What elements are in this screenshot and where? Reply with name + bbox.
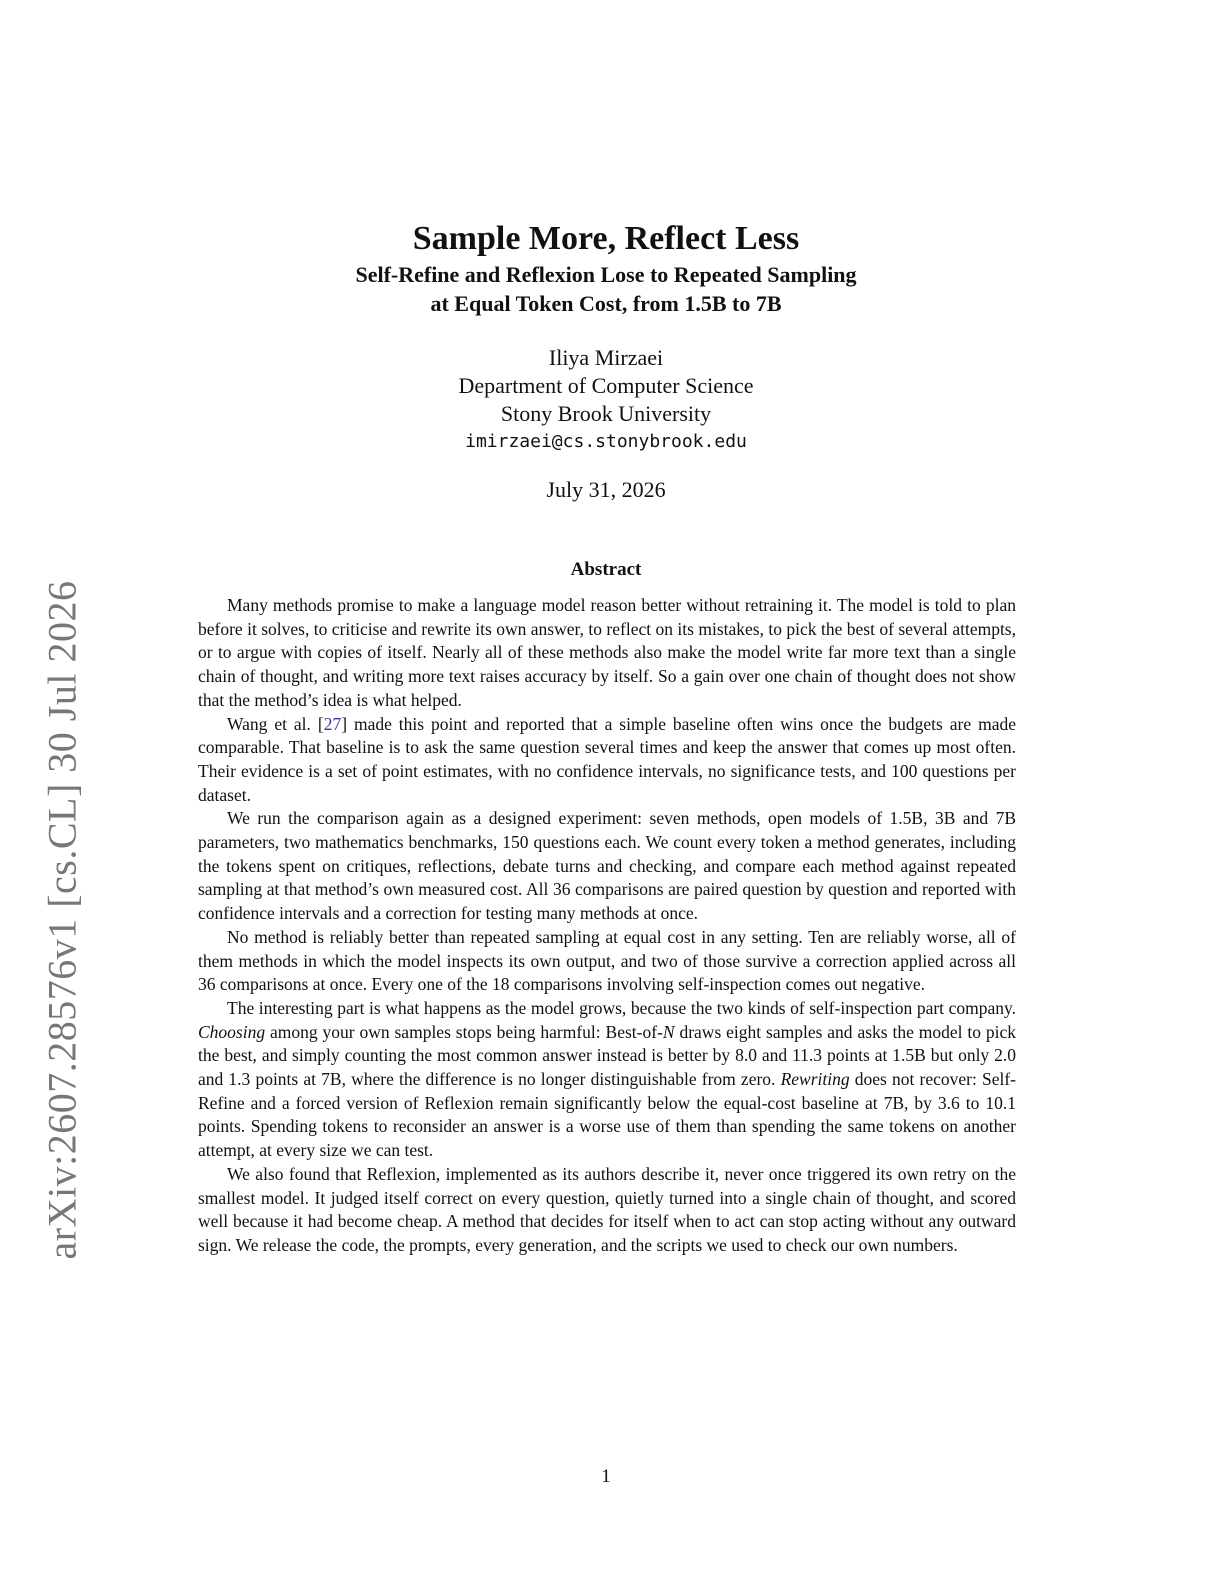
abstract-paragraph-5 xyxy=(198,997,1016,1163)
paragraph-text: does not recover: Self-Refine and a forced version of Reflexion remain significantly below the equal-cost baseline at 7B, by 3.6 to 10.1 points. Spending tokens to reconsider an answer is a worse use of them than spending the same tokens on another attempt, at every size we can test. xyxy=(198,1069,1016,1161)
paper-subtitle-line-1: Self-Refine and Reflexion Lose to Repeated Sampling xyxy=(355,262,857,287)
arxiv-identifier-stamp: arXiv:2607.28576v1 [cs.CL] 30 Jul 2026 xyxy=(39,580,85,1260)
author-name: Iliya Mirzaei xyxy=(548,345,664,370)
author-block xyxy=(0,344,1212,504)
paragraph-text: among your own samples stops being harmful: Best-of- xyxy=(265,1021,663,1042)
abstract-paragraph-4: No method is reliably better than repeated sampling at equal cost in any setting. Ten are reliably worse, all of them methods in which the model inspects its own output, and two of those survive a correction applied across all 36 comparisons at once. Every one of the 18 comparisons involving self-inspection comes out negative. xyxy=(198,926,1016,995)
citation-link[interactable]: 27 xyxy=(323,713,342,734)
page-number: 1 xyxy=(601,1466,611,1487)
paper-subtitle-line-2: at Equal Token Cost, from 1.5B to 7B xyxy=(430,291,782,316)
abstract-paragraph-1: Many methods promise to make a language model reason better without retraining it. The model is told to plan before it solves, to criticise and rewrite its own answer, to reflect on its mistakes, to pick the best of several attempts, or to argue with copies of itself. Nearly all of these methods also make the model write far more text than a single chain of thought, and writing more text raises accuracy by itself. So a gain over one chain of thought does not show that the method’s idea is what helped. xyxy=(198,595,1016,710)
abstract-paragraph-2 xyxy=(198,713,1016,808)
abstract-heading: Abstract xyxy=(570,559,642,580)
emphasis-choosing: Choosing xyxy=(198,1021,266,1042)
math-variable-n: N xyxy=(662,1021,675,1042)
paragraph-text: Wang et al. [ xyxy=(227,713,324,734)
paper-date: July 31, 2026 xyxy=(546,477,666,502)
author-university: Stony Brook University xyxy=(500,401,712,426)
paragraph-text: ] made this point and reported that a simple baseline often wins once the budgets are made comparable. That baseline is to ask the same question several times and keep the answer that comes up most often. Their evidence is a set of point estimates, with no confidence intervals, no significance tests, and 100 questions per dataset. xyxy=(198,713,1016,805)
author-email: imirzaei@cs.stonybrook.edu xyxy=(465,431,747,452)
abstract-paragraph-3: We run the comparison again as a designed experiment: seven methods, open models of 1.5B, 3B and 7B parameters, two mathematics benchmarks, 150 questions each. We count every token a method generates, including the tokens spent on critiques, reflections, debate turns and checking, and compare each method against repeated sampling at that method’s own measured cost. All 36 comparisons are paired question by question and reported with confidence intervals and a correction for testing many methods at once. xyxy=(198,808,1016,924)
paragraph-text: draws eight samples and asks the model to pick the best, and simply counting the most common answer instead is better by 8.0 and 11.3 points at 1.5B but only 2.0 and 1.3 points at 7B, where the difference is no longer distinguishable from zero. xyxy=(198,1021,1016,1090)
paper-title: Sample More, Reflect Less xyxy=(412,220,800,257)
title-block xyxy=(0,218,1212,318)
paragraph-text: The interesting part is what happens as the model grows, because the two kinds of self-inspection part company. xyxy=(227,997,1016,1018)
author-department: Department of Computer Science xyxy=(458,373,754,398)
abstract-body xyxy=(198,594,1016,1258)
emphasis-rewriting: Rewriting xyxy=(780,1069,850,1090)
abstract-paragraph-6: We also found that Reflexion, implemented as its authors describe it, never once triggered its own retry on the smallest model. It judged itself correct on every question, quietly turned into a single chain of thought, and scored well because it had become cheap. A method that decides for itself when to act can stop acting without any outward sign. We release the code, the prompts, every generation, and the scripts we used to check our own numbers. xyxy=(198,1163,1016,1255)
